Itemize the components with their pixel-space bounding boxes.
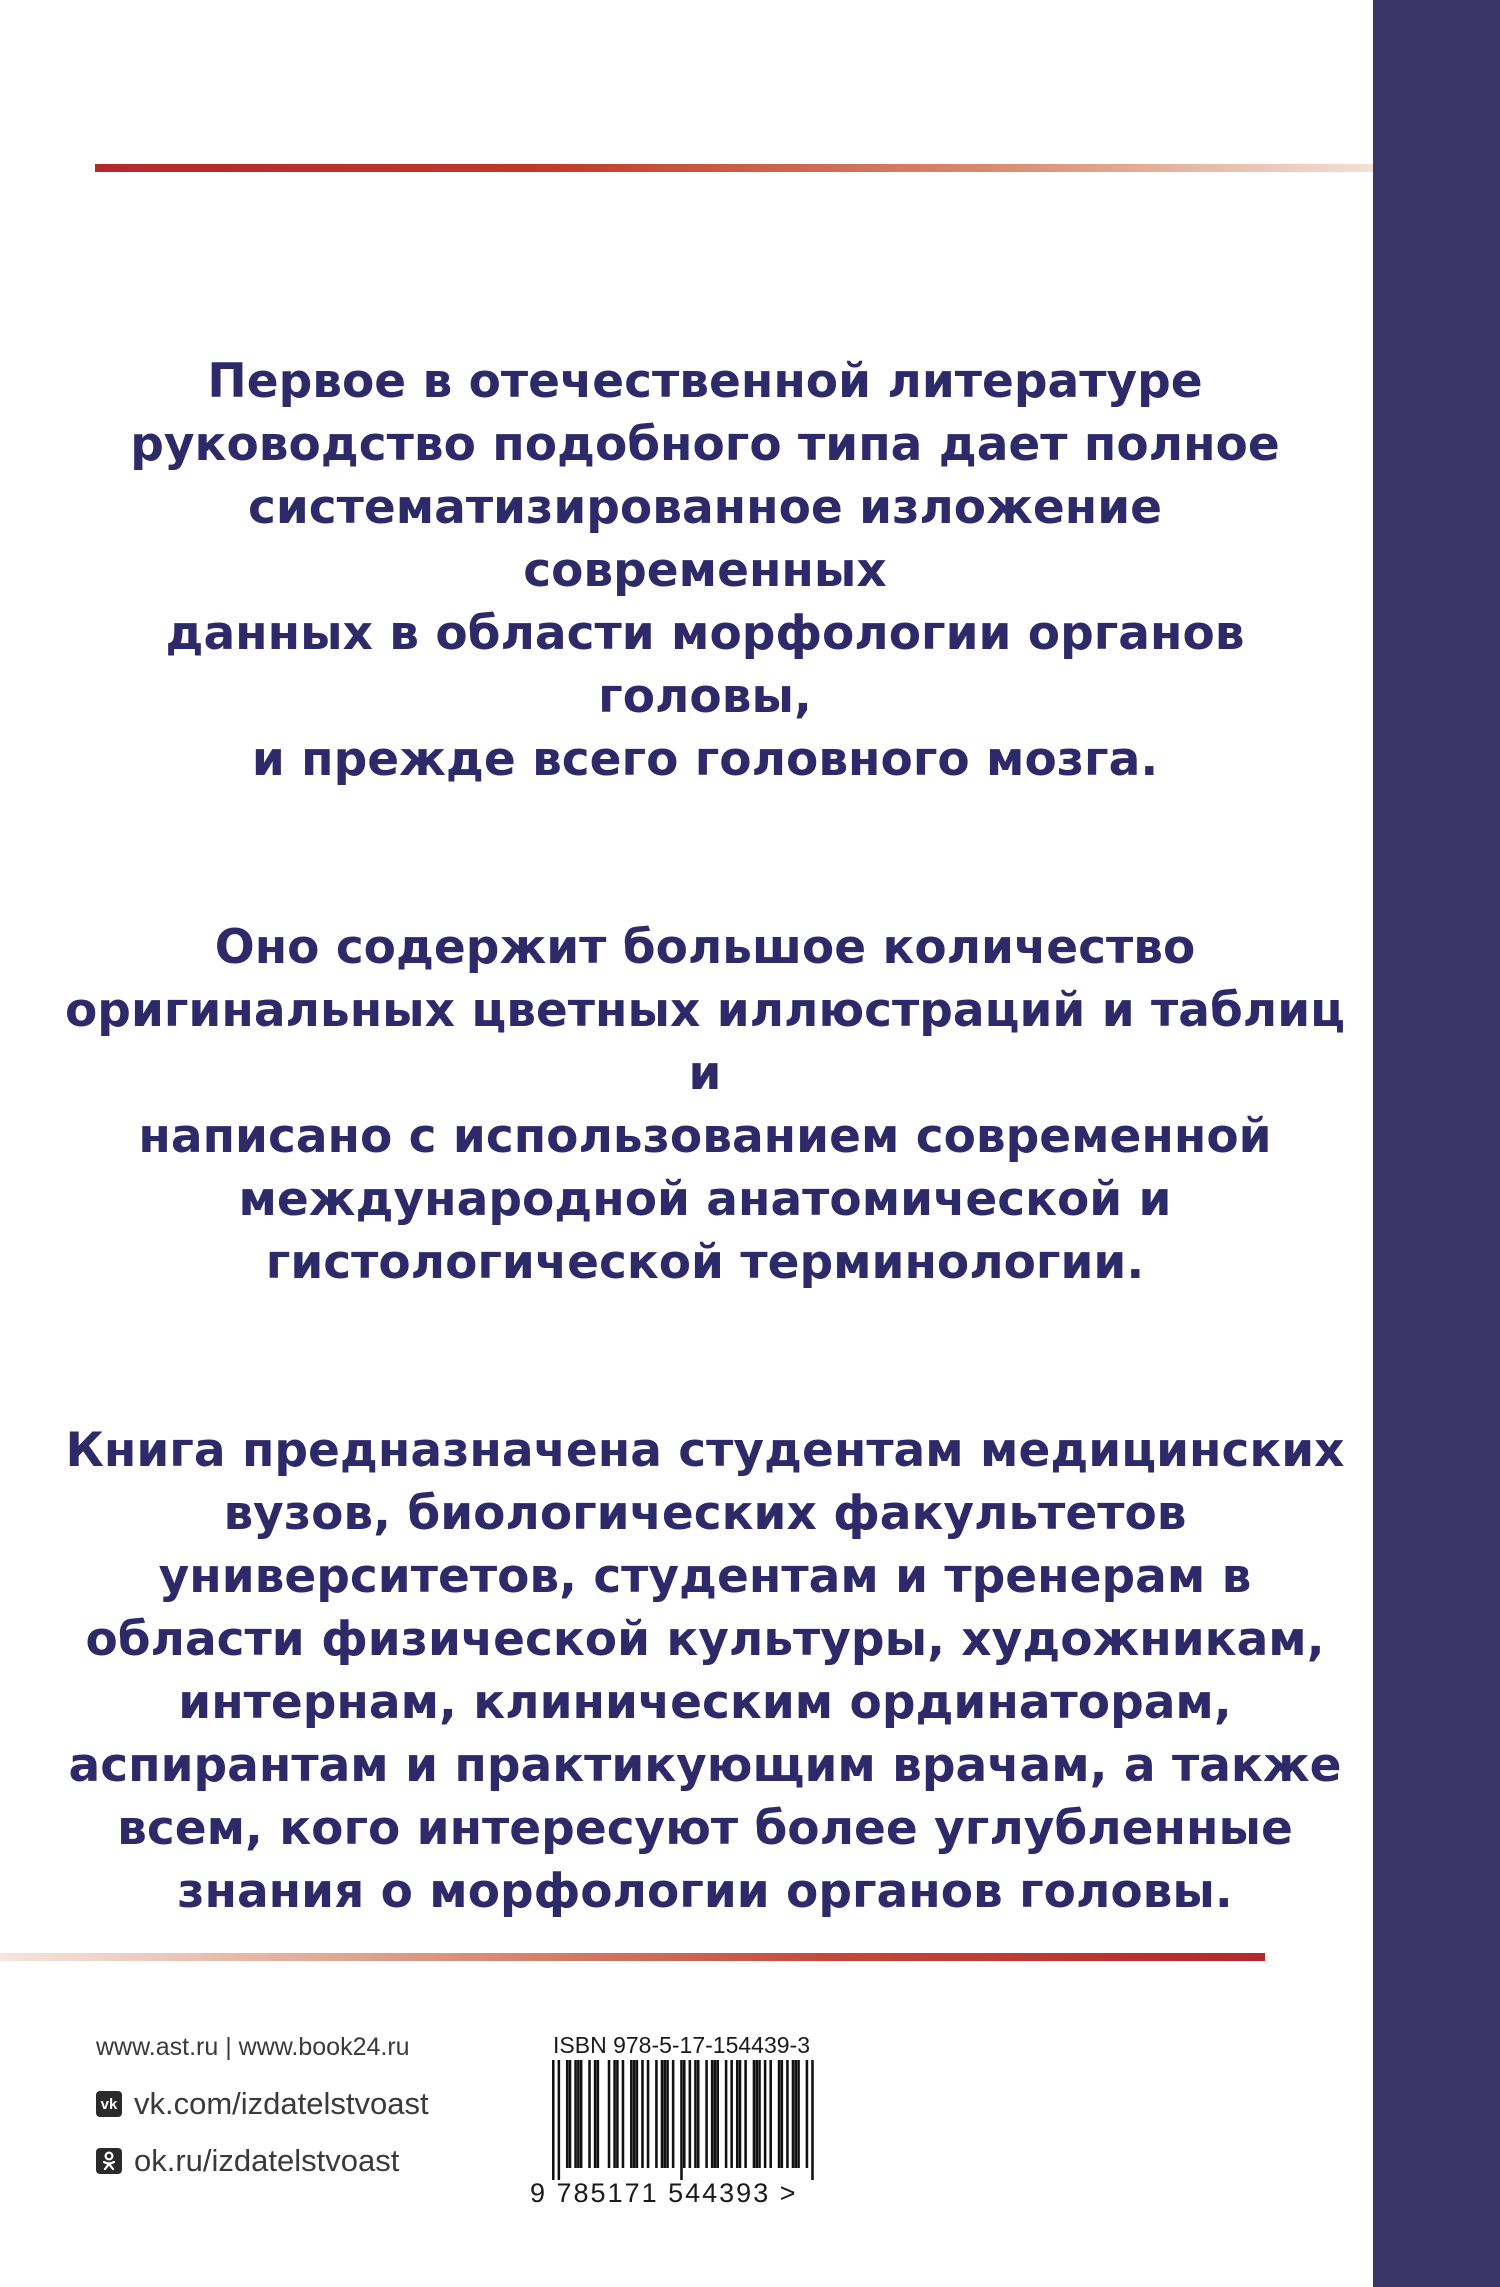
barcode-bar	[736, 2060, 739, 2168]
barcode-bar	[786, 2060, 789, 2168]
vk-icon: vk	[96, 2091, 122, 2117]
publisher-contacts	[96, 2027, 429, 2198]
blurb-paragraph-2: Оно содержит большое количество оригинальных цветных иллюстраций и таблиц и написано с использованием современной международной анатомической и гистологической терминологии.	[65, 920, 1345, 1290]
website-text: www.ast.ru | www.book24.ru	[96, 2032, 410, 2061]
barcode-bar	[661, 2060, 664, 2168]
barcode-bar	[753, 2060, 756, 2168]
barcode-bar	[616, 2060, 619, 2168]
barcode-bar	[608, 2060, 611, 2168]
book-spine	[1373, 0, 1500, 2287]
barcode-bar	[794, 2060, 797, 2168]
barcode-bar	[641, 2060, 644, 2168]
barcode-bar	[577, 2060, 580, 2168]
barcode-bar	[764, 2060, 767, 2168]
barcode-bar	[588, 2060, 591, 2168]
barcode-bar	[725, 2060, 728, 2168]
ok-text: ok.ru/izdatelstvoast	[134, 2143, 400, 2178]
barcode-bar	[758, 2060, 761, 2168]
barcode-bar	[806, 2060, 809, 2168]
barcode-bar	[781, 2060, 784, 2168]
barcode-bar	[778, 2060, 781, 2168]
barcode-bar	[744, 2060, 747, 2168]
ok-link	[96, 2141, 429, 2181]
barcode-bar	[730, 2060, 733, 2168]
barcode-bar	[666, 2060, 669, 2168]
barcode-bar	[694, 2060, 697, 2168]
barcode-bar	[716, 2060, 719, 2168]
barcode-bar	[711, 2060, 714, 2168]
barcode-bar	[566, 2060, 569, 2168]
barcode-bar	[689, 2060, 692, 2168]
barcode-bar	[622, 2060, 625, 2168]
vk-text: vk.com/izdatelstvoast	[134, 2086, 429, 2121]
barcode-bar	[569, 2060, 572, 2168]
barcode-bar	[792, 2060, 795, 2168]
barcode-bar	[714, 2060, 717, 2168]
isbn-label: ISBN 978-5-17-154439-3	[553, 2032, 810, 2058]
barcode-bar	[683, 2060, 686, 2168]
barcode-bar	[552, 2060, 555, 2180]
top-rule	[95, 164, 1373, 172]
barcode-bar	[755, 2060, 758, 2168]
barcode-bar	[558, 2060, 561, 2180]
barcode-bar	[574, 2060, 577, 2168]
barcode-bar	[811, 2060, 814, 2180]
barcode-bar	[739, 2060, 742, 2168]
barcode-bar	[680, 2060, 683, 2180]
barcode-bar	[705, 2060, 708, 2168]
isbn-barcode-block	[530, 2032, 850, 2209]
barcode-bar	[769, 2060, 772, 2168]
barcode-bar	[630, 2060, 633, 2168]
blurb-paragraph-1: Первое в отечественной литературе руководство подобного типа дает полное систематизированное изложение современных данных в области морфологии органов головы, и прежде всего головного мозга.	[130, 354, 1280, 787]
barcode-bar	[636, 2060, 639, 2168]
barcode-image	[552, 2060, 814, 2180]
bottom-rule	[0, 1953, 1265, 1961]
barcode-bar	[655, 2060, 658, 2168]
barcode-digits: 9 785171 544393 >	[530, 2178, 798, 2208]
barcode-bar	[797, 2060, 800, 2168]
barcode-bar	[597, 2060, 600, 2168]
ok-icon	[96, 2148, 122, 2174]
website-links	[96, 2027, 429, 2067]
barcode-bar	[647, 2060, 650, 2168]
barcode-bar	[594, 2060, 597, 2168]
vk-link	[96, 2084, 429, 2124]
barcode-bar	[697, 2060, 700, 2168]
barcode-bar	[580, 2060, 583, 2168]
blurb-paragraph-3: Книга предназначена студентам медицинских вузов, биологических факультетов университетов, студентам и тренерам в области физической культуры, художникам, интернам, клиническим ординаторам, аспирантам и практикующим врачам, а также всем, кого интересуют более углубленные знания о морфологии органов головы.	[65, 1423, 1345, 1919]
barcode-bar	[672, 2060, 675, 2168]
barcode-bar	[633, 2060, 636, 2168]
barcode-bar	[663, 2060, 666, 2168]
barcode-bar	[613, 2060, 616, 2168]
back-cover-blurb	[60, 350, 1350, 2048]
